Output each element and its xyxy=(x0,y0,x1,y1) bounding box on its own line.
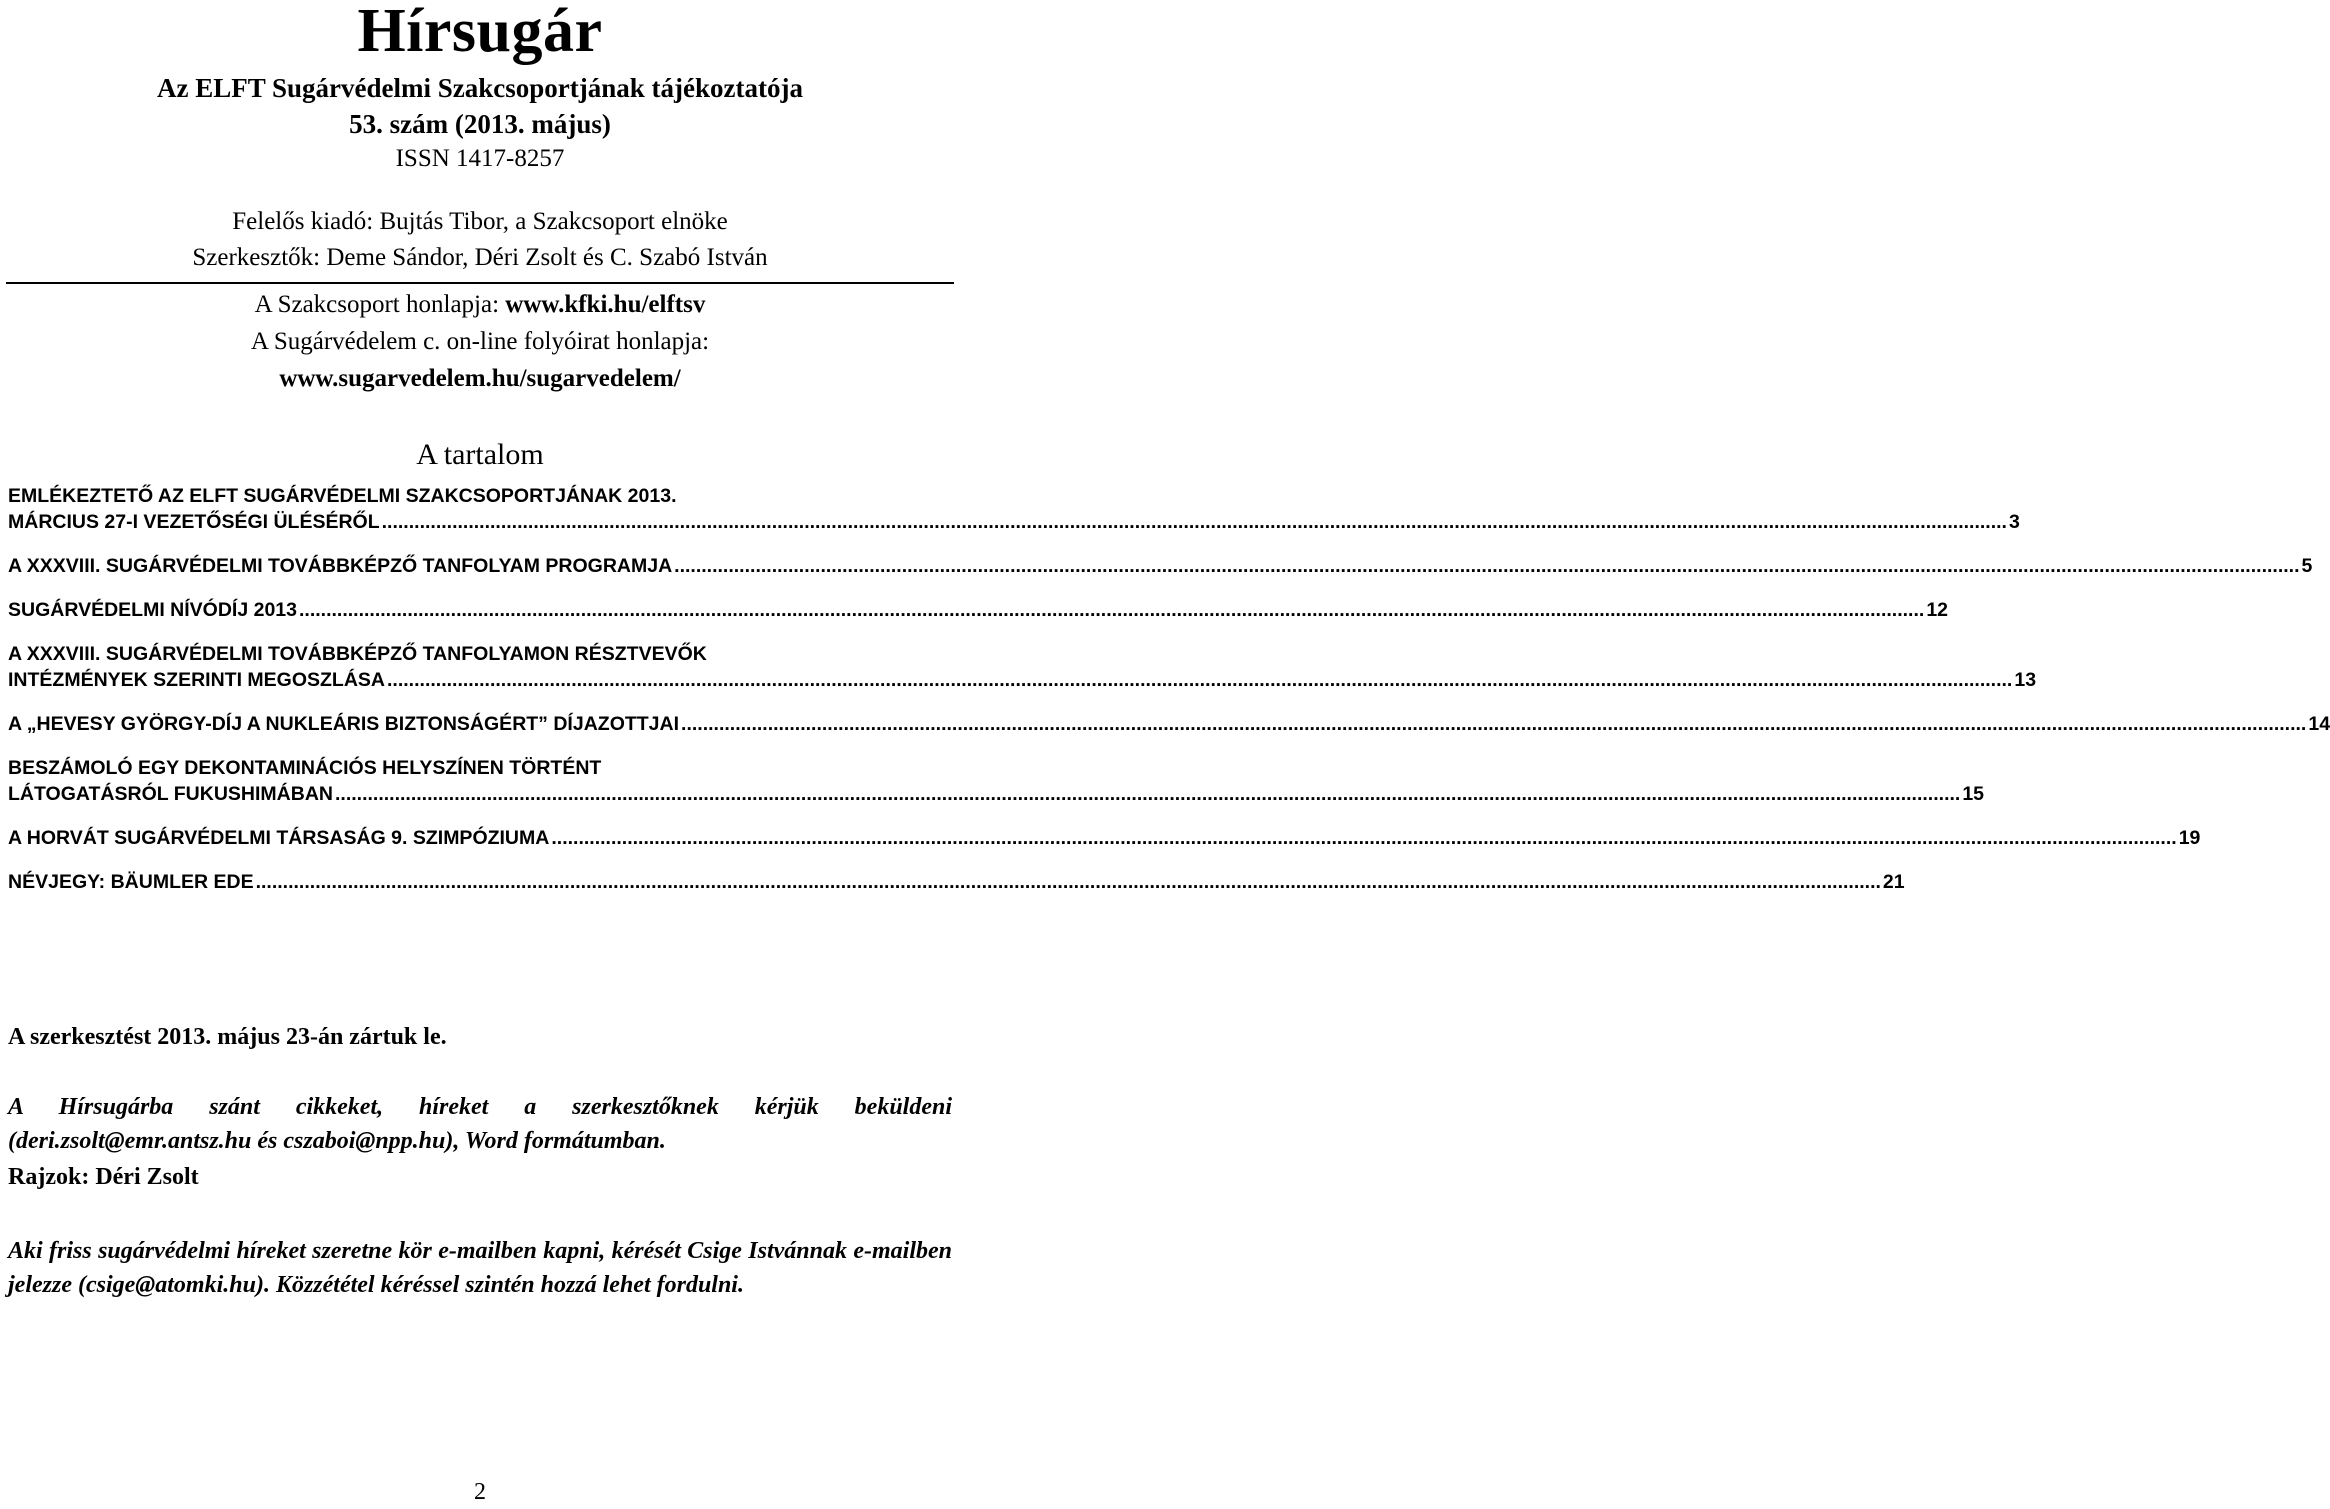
editing-closed-note: A szerkesztést 2013. május 23-án zártuk le. xyxy=(8,1024,447,1050)
toc-leader-dots: ............................................................................................................................................................................................................................................................................................................ xyxy=(335,783,1961,805)
header-divider xyxy=(6,282,954,284)
toc-page-number: 5 xyxy=(2301,555,2313,577)
group-homepage xyxy=(0,286,960,323)
toc-leader-dots: ............................................................................................................................................................................................................................................................................................................ xyxy=(681,713,2307,735)
publisher: Felelős kiadó: Bujtás Tibor, a Szakcsoport elnöke xyxy=(232,208,728,235)
toc-entry[interactable] xyxy=(8,825,2201,851)
toc-entry[interactable] xyxy=(8,711,2330,737)
toc-page-number: 13 xyxy=(2014,669,2037,691)
journal-homepage-label: A Sugárvédelem c. on-line folyóirat honlapja: xyxy=(250,328,710,355)
toc-entry[interactable] xyxy=(8,597,1949,623)
toc-entry-title-line: EMLÉKEZTETŐ AZ ELFT SUGÁRVÉDELMI SZAKCSOPORTJÁNAK 2013. xyxy=(8,485,677,507)
table-of-contents xyxy=(8,483,2330,913)
toc-entry-title: INTÉZMÉNYEK SZERINTI MEGOSZLÁSA xyxy=(8,669,386,691)
toc-entry-title: NÉVJEGY: BÄUMLER EDE xyxy=(8,871,254,893)
toc-title: A tartalom xyxy=(416,438,544,471)
toc-entry-title: A XXXVIII. SUGÁRVÉDELMI TOVÁBBKÉPZŐ TANFOLYAM PROGRAMJA xyxy=(8,555,673,577)
newsletter-header xyxy=(0,0,960,276)
toc-leader-dots: ............................................................................................................................................................................................................................................................................................................ xyxy=(381,511,2007,533)
issn: ISSN 1417-8257 xyxy=(395,145,565,172)
journal-homepage-link[interactable]: www.sugarvedelem.hu/sugarvedelem/ xyxy=(279,365,681,392)
toc-page-number: 19 xyxy=(2178,827,2201,849)
toc-page-number: 12 xyxy=(1926,599,1949,621)
submission-note: A Hírsugárba szánt cikkeket, híreket a szerkesztőknek kérjük beküldeni (deri.zsolt@emr.antsz.hu és cszaboi@npp.hu), Word formátumban. xyxy=(8,1094,952,1154)
toc-entry[interactable] xyxy=(8,755,1985,807)
editors: Szerkesztők: Deme Sándor, Déri Zsolt és C. Szabó István xyxy=(192,244,768,271)
toc-leader-dots: ............................................................................................................................................................................................................................................................................................................ xyxy=(551,827,2177,849)
issue-number: 53. szám (2013. május) xyxy=(349,109,611,139)
toc-entry-title: A „HEVESY GYÖRGY-DÍJ A NUKLEÁRIS BIZTONSÁGÉRT” DÍJAZOTTJAI xyxy=(8,713,680,735)
toc-entry[interactable] xyxy=(8,869,1905,895)
toc-entry[interactable] xyxy=(8,553,2313,579)
toc-leader-dots: ............................................................................................................................................................................................................................................................................................................ xyxy=(674,555,2300,577)
toc-entry-title-line: A XXXVIII. SUGÁRVÉDELMI TOVÁBBKÉPZŐ TANFOLYAMON RÉSZTVEVŐK xyxy=(8,643,707,665)
footer-notes xyxy=(8,1020,952,1302)
toc-entry-title-line: BESZÁMOLÓ EGY DEKONTAMINÁCIÓS HELYSZÍNEN TÖRTÉNT xyxy=(8,757,602,779)
toc-entry-title: MÁRCIUS 27-I VEZETŐSÉGI ÜLÉSÉRŐL xyxy=(8,511,380,533)
group-homepage-label: A Szakcsoport honlapja: xyxy=(254,291,506,318)
toc-page-number: 3 xyxy=(2008,511,2020,533)
group-homepage-link[interactable]: www.kfki.hu/elftsv xyxy=(505,291,706,318)
toc-page-number: 21 xyxy=(1882,871,1905,893)
subscription-note: Aki friss sugárvédelmi híreket szeretne kör e-mailben kapni, kérését Csige Istvánnak e-mailben jelezze (csige@atomki.hu). Közzététel kéréssel szintén hozzá lehet fordulni. xyxy=(8,1238,952,1298)
toc-leader-dots: ............................................................................................................................................................................................................................................................................................................ xyxy=(387,669,2013,691)
links-block xyxy=(0,286,960,473)
drawings-credit: Rajzok: Déri Zsolt xyxy=(8,1164,199,1190)
newsletter-title: Hírsugár xyxy=(357,0,603,65)
page-number: 2 xyxy=(474,1479,486,1505)
toc-entry[interactable] xyxy=(8,641,2037,693)
toc-page-number: 15 xyxy=(1962,783,1985,805)
toc-entry-title: LÁTOGATÁSRÓL FUKUSHIMÁBAN xyxy=(8,783,333,805)
toc-page-number: 14 xyxy=(2308,713,2330,735)
toc-entry[interactable] xyxy=(8,483,2020,535)
toc-entry-title: SUGÁRVÉDELMI NÍVÓDÍJ 2013 xyxy=(8,599,297,621)
toc-leader-dots: ............................................................................................................................................................................................................................................................................................................ xyxy=(298,599,1925,621)
toc-entry-title: A HORVÁT SUGÁRVÉDELMI TÁRSASÁG 9. SZIMPÓZIUMA xyxy=(8,827,550,849)
newsletter-subtitle: Az ELFT Sugárvédelmi Szakcsoportjának tájékoztatója xyxy=(157,73,803,103)
toc-leader-dots: ............................................................................................................................................................................................................................................................................................................ xyxy=(255,871,1881,893)
